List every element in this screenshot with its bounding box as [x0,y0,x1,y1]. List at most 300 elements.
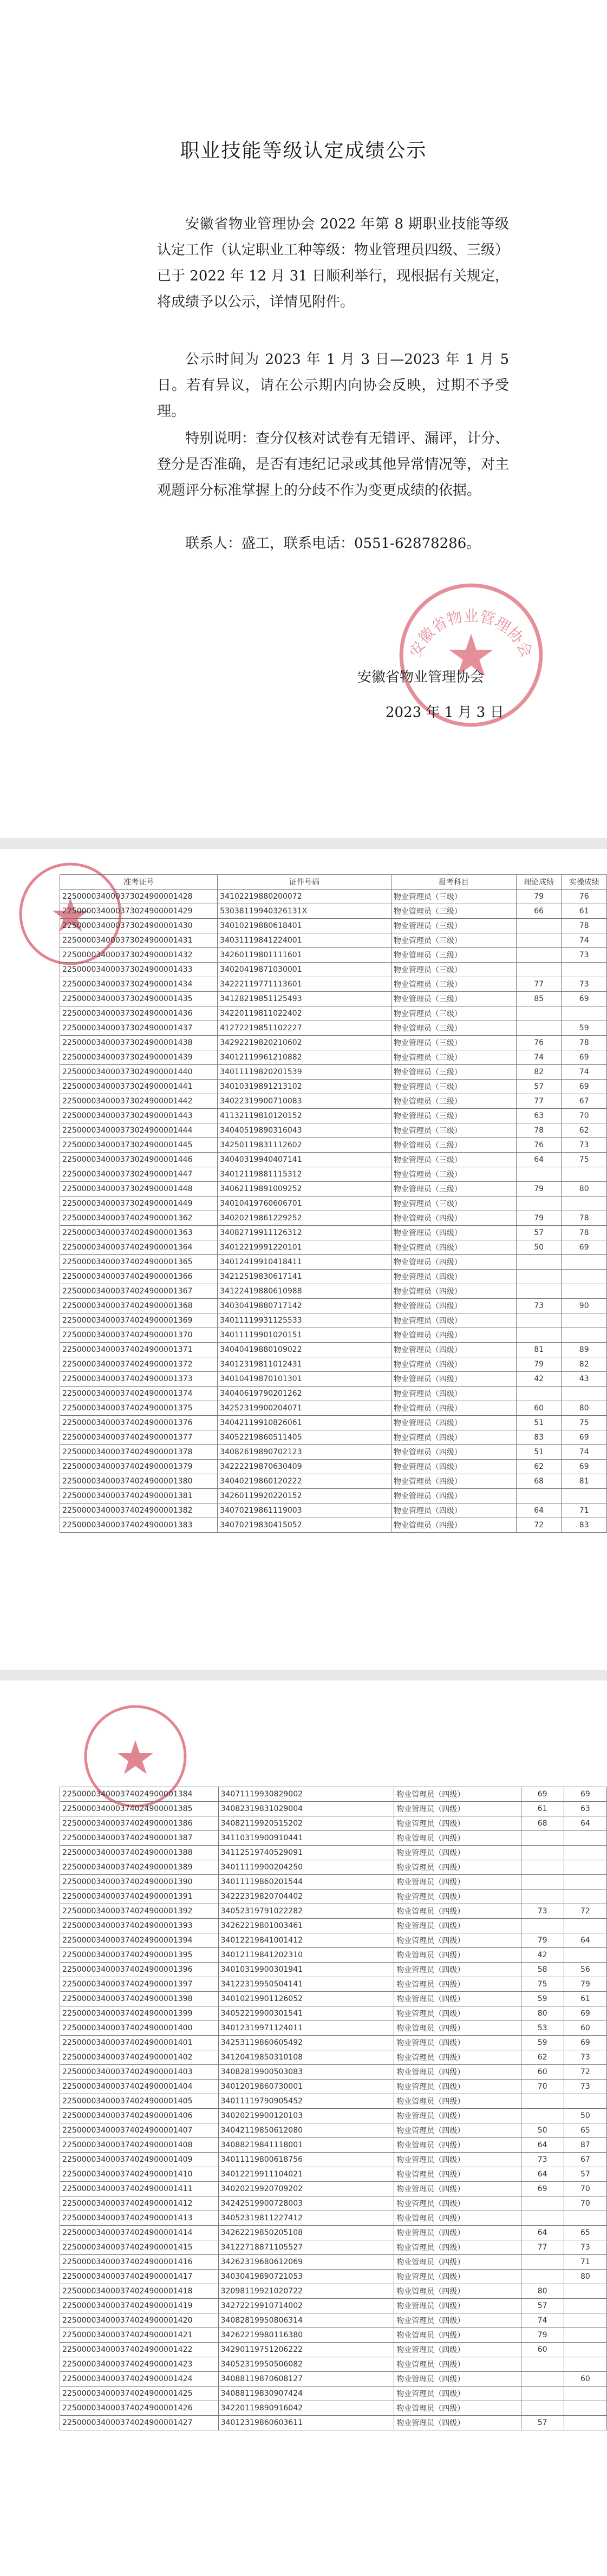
theory-score-cell: 70 [521,2080,564,2094]
theory-score-cell [516,963,562,977]
subject-cell: 物业管理员（四级） [394,1992,521,2006]
table-row [60,1313,607,1328]
table-row [60,1948,607,1963]
id-number-cell: 34082619890702123 [218,1445,391,1460]
practical-score-cell [564,2401,606,2416]
practical-score-cell: 75 [562,1153,607,1167]
table-row [60,2284,607,2299]
id-number-cell: 34030419880717142 [218,1299,391,1313]
practical-score-cell [564,1889,606,1904]
notice-paragraph-4: 联系人：盛工，联系电话：0551-62878286。 [185,535,481,552]
table-row [60,1153,607,1167]
exam-number-cell: 225000034000374024900001391 [60,1889,219,1904]
exam-number-cell: 225000034000374024900001375 [60,1401,218,1416]
theory-score-cell: 69 [521,1787,564,1802]
practical-score-cell: 78 [562,1226,607,1240]
exam-number-cell: 225000034000374024900001412 [60,2196,219,2211]
theory-score-cell [521,1889,564,1904]
practical-score-cell [564,2284,606,2299]
exam-number-cell: 225000034000374024900001382 [60,1503,218,1518]
theory-score-cell: 64 [516,1153,562,1167]
subject-cell: 物业管理员（三级） [391,977,516,992]
exam-number-cell: 225000034000374024900001404 [60,2080,219,2094]
exam-number-cell: 225000034000373024900001432 [60,948,218,963]
subject-cell: 物业管理员（四级） [394,2036,521,2050]
id-number-cell: 34042119850612080 [218,2123,394,2138]
practical-score-cell: 73 [562,977,607,992]
table-row [60,1445,607,1460]
theory-score-cell: 73 [521,2153,564,2167]
table-row [60,2050,607,2065]
id-number-cell: 34071119930829002 [218,1787,394,1802]
practical-score-cell [562,1284,607,1299]
exam-number-cell: 225000034000374024900001413 [60,2211,219,2226]
practical-score-cell: 75 [562,1416,607,1430]
id-number-cell: 34082819900503083 [218,2065,394,2080]
table-row [60,2226,607,2240]
subject-cell: 物业管理员（四级） [391,1445,516,1460]
id-number-cell: 34052319950506082 [218,2357,394,2372]
theory-score-cell: 42 [516,1372,562,1387]
table-row [60,1503,607,1518]
subject-cell: 物业管理员（三级） [391,1050,516,1065]
table-row [60,1357,607,1372]
exam-number-cell: 225000034000374024900001385 [60,1802,219,1816]
practical-score-cell: 80 [562,1401,607,1416]
exam-number-cell: 225000034000374024900001424 [60,2372,219,2387]
theory-score-cell: 77 [516,1094,562,1109]
id-number-cell: 34102219880200072 [218,890,391,904]
practical-score-cell: 74 [562,1065,607,1080]
id-number-cell: 34012319971124011 [218,2021,394,2036]
table-row [60,2021,607,2036]
exam-number-cell: 225000034000373024900001433 [60,963,218,977]
table-row [60,1474,607,1489]
table-row [60,1460,607,1474]
table-row [60,2357,607,2372]
theory-score-cell [521,1860,564,1875]
exam-number-cell: 225000034000374024900001390 [60,1875,219,1889]
theory-score-cell: 42 [521,1948,564,1963]
practical-score-cell: 73 [562,1138,607,1153]
theory-score-cell [516,1021,562,1036]
subject-cell: 物业管理员（四级） [391,1474,516,1489]
id-number-cell: 34052319791022282 [218,1904,394,1919]
exam-number-cell: 225000034000374024900001370 [60,1328,218,1343]
column-header: 证件号码 [218,875,391,890]
theory-score-cell [516,1328,562,1343]
exam-number-cell: 225000034000374024900001379 [60,1460,218,1474]
seal-text: 安徽省物业管理协会 [406,606,536,660]
exam-number-cell: 225000034000374024900001374 [60,1387,218,1401]
table-row [60,2109,607,2123]
theory-score-cell: 82 [516,1065,562,1080]
subject-cell: 物业管理员（三级） [391,1167,516,1182]
practical-score-cell [564,1919,606,1933]
id-number-cell: 34012219991220101 [218,1240,391,1255]
table-row [60,1299,607,1313]
notice-paragraph-1: 安徽省物业管理协会 2022 年第 8 期职业技能等级认定工作（认定职业工种等级：物业管理员四级、三级）已于 2022 年 12 月 31 日顺利举行，现根据有关规定，将成绩予以公示，详情见附件。 [157,216,510,310]
practical-score-cell: 60 [564,2021,606,2036]
practical-score-cell: 60 [564,2372,606,2387]
theory-score-cell: 68 [516,1474,562,1489]
subject-cell: 物业管理员（三级） [391,992,516,1006]
practical-score-cell [562,1255,607,1270]
practical-score-cell [562,1313,607,1328]
practical-score-cell: 61 [564,1992,606,2006]
table-row [60,1430,607,1445]
theory-score-cell [516,1006,562,1021]
table-header-row [60,875,607,890]
practical-score-cell: 80 [564,2270,606,2284]
practical-score-cell: 56 [564,1963,606,1977]
subject-cell: 物业管理员（四级） [391,1313,516,1328]
subject-cell: 物业管理员（三级） [391,919,516,933]
theory-score-cell [521,1919,564,1933]
subject-cell: 物业管理员（四级） [394,2094,521,2109]
theory-score-cell [521,2109,564,2123]
id-number-cell: 34040319940407141 [218,1153,391,1167]
exam-number-cell: 225000034000374024900001392 [60,1904,219,1919]
id-number-cell: 34070219861119003 [218,1503,391,1518]
id-number-cell: 34220119811022402 [218,1006,391,1021]
subject-cell: 物业管理员（三级） [391,1006,516,1021]
subject-cell: 物业管理员（四级） [394,2167,521,2182]
practical-score-cell: 59 [562,1021,607,1036]
table-row [60,1123,607,1138]
table-row [60,1065,607,1080]
exam-number-cell: 225000034000373024900001430 [60,919,218,933]
theory-score-cell: 64 [521,2167,564,2182]
exam-number-cell: 225000034000374024900001421 [60,2328,219,2343]
id-number-cell: 34040219860120222 [218,1474,391,1489]
table-row [60,1270,607,1284]
id-number-cell: 34262219850205108 [218,2226,394,2240]
id-number-cell: 34011119900204250 [218,1860,394,1875]
practical-score-cell: 74 [562,1445,607,1460]
subject-cell: 物业管理员（三级） [391,890,516,904]
id-number-cell: 41272219851102227 [218,1021,391,1036]
id-number-cell: 34120419850310108 [218,2050,394,2065]
id-number-cell: 34020219861229252 [218,1211,391,1226]
theory-score-cell: 73 [516,1299,562,1313]
id-number-cell: 34062119891009252 [218,1182,391,1197]
subject-cell: 物业管理员（四级） [394,1802,521,1816]
table-row [60,2080,607,2094]
theory-score-cell: 76 [516,1036,562,1050]
id-number-cell: 34040519890316043 [218,1123,391,1138]
theory-score-cell: 57 [521,2416,564,2430]
theory-score-cell: 58 [521,1963,564,1977]
subject-cell: 物业管理员（四级） [394,1948,521,1963]
table-row [60,1889,607,1904]
practical-score-cell [564,2094,606,2109]
theory-score-cell [521,1831,564,1846]
theory-score-cell: 60 [521,2343,564,2357]
table-row [60,1226,607,1240]
theory-score-cell: 57 [521,2299,564,2313]
theory-score-cell: 74 [521,2313,564,2328]
id-number-cell: 34082719911126312 [218,1226,391,1240]
notice-paragraph-2: 公示时间为 2023 年 1 月 3 日—2023 年 1 月 5 日。若有异议，请在公示期内向协会反映，过期不予受理。 [157,351,509,420]
theory-score-cell [521,1875,564,1889]
exam-number-cell: 225000034000374024900001364 [60,1240,218,1255]
exam-number-cell: 225000034000374024900001395 [60,1948,219,1963]
table-row [60,2036,607,2050]
practical-score-cell [564,1875,606,1889]
practical-score-cell [564,1948,606,1963]
exam-number-cell: 225000034000374024900001366 [60,1270,218,1284]
theory-score-cell: 64 [516,1503,562,1518]
practical-score-cell [564,1846,606,1860]
table-row [60,977,607,992]
subject-cell: 物业管理员（四级） [394,1889,521,1904]
id-number-cell: 34040419880109022 [218,1343,391,1357]
exam-number-cell: 225000034000373024900001449 [60,1197,218,1211]
exam-number-cell: 225000034000373024900001448 [60,1182,218,1197]
exam-number-cell: 225000034000374024900001389 [60,1860,219,1875]
practical-score-cell [564,2211,606,2226]
id-number-cell: 34262219801003461 [218,1919,394,1933]
exam-number-cell: 225000034000374024900001384 [60,1787,219,1802]
table-row [60,1904,607,1919]
exam-number-cell: 225000034000374024900001362 [60,1211,218,1226]
id-number-cell: 34220119890916042 [218,2401,394,2416]
practical-score-cell [564,2299,606,2313]
id-number-cell: 34010319900301941 [218,1963,394,1977]
table-row [60,2372,607,2387]
subject-cell: 物业管理员（四级） [394,2123,521,2138]
exam-number-cell: 225000034000373024900001444 [60,1123,218,1138]
practical-score-cell [564,2343,606,2357]
subject-cell: 物业管理员（四级） [394,1787,521,1802]
theory-score-cell [516,1489,562,1503]
table-row [60,1831,607,1846]
exam-number-cell: 225000034000374024900001419 [60,2299,219,2313]
table-row [60,2123,607,2138]
table-row [60,963,607,977]
exam-number-cell: 225000034000374024900001367 [60,1284,218,1299]
table-row [60,1816,607,1831]
exam-number-cell: 225000034000374024900001371 [60,1343,218,1357]
exam-number-cell: 225000034000374024900001378 [60,1445,218,1460]
table-row [60,2255,607,2270]
practical-score-cell: 69 [562,1240,607,1255]
practical-score-cell: 87 [564,2138,606,2153]
practical-score-cell [562,1387,607,1401]
table-row [60,1036,607,1050]
table-row [60,933,607,948]
exam-number-cell: 225000034000373024900001443 [60,1109,218,1123]
id-number-cell: 34011119820201539 [218,1065,391,1080]
practical-score-cell: 64 [564,1816,606,1831]
practical-score-cell: 62 [562,1123,607,1138]
exam-number-cell: 225000034000374024900001409 [60,2153,219,2167]
exam-number-cell: 225000034000373024900001428 [60,890,218,904]
id-number-cell: 34042119910826061 [218,1416,391,1430]
table-row [60,1109,607,1123]
id-number-cell: 34010219901126052 [218,1992,394,2006]
theory-score-cell [516,1167,562,1182]
exam-number-cell: 225000034000373024900001436 [60,1006,218,1021]
subject-cell: 物业管理员（四级） [394,2182,521,2196]
subject-cell: 物业管理员（四级） [394,1963,521,1977]
theory-score-cell: 83 [516,1430,562,1445]
id-number-cell: 34222219870630409 [218,1460,391,1474]
subject-cell: 物业管理员（三级） [391,1123,516,1138]
subject-cell: 物业管理员（四级） [394,2357,521,2372]
practical-score-cell: 78 [562,1036,607,1050]
practical-score-cell: 61 [562,904,607,919]
id-number-cell: 34212519830617141 [218,1270,391,1284]
results-table-2 [60,1787,607,2430]
exam-number-cell: 225000034000374024900001426 [60,2401,219,2416]
id-number-cell: 34112519740529091 [218,1846,394,1860]
table-row [60,1197,607,1211]
theory-score-cell: 79 [521,2328,564,2343]
exam-number-cell: 225000034000374024900001373 [60,1372,218,1387]
subject-cell: 物业管理员（四级） [394,2050,521,2065]
subject-cell: 物业管理员（三级） [391,1153,516,1167]
theory-score-cell: 64 [521,2226,564,2240]
exam-number-cell: 225000034000374024900001369 [60,1313,218,1328]
subject-cell: 物业管理员（四级） [391,1387,516,1401]
exam-number-cell: 225000034000374024900001380 [60,1474,218,1489]
table-row [60,1518,607,1533]
theory-score-cell: 62 [516,1460,562,1474]
theory-score-cell: 79 [516,1357,562,1372]
exam-number-cell: 225000034000374024900001414 [60,2226,219,2240]
exam-number-cell: 225000034000374024900001427 [60,2416,219,2430]
subject-cell: 物业管理员（四级） [394,1831,521,1846]
practical-score-cell: 69 [562,992,607,1006]
column-header: 报考科目 [391,875,516,890]
theory-score-cell: 60 [521,2065,564,2080]
theory-score-cell [521,2211,564,2226]
subject-cell: 物业管理员（四级） [394,2240,521,2255]
subject-cell: 物业管理员（四级） [394,2372,521,2387]
subject-cell: 物业管理员（四级） [394,2313,521,2328]
subject-cell: 物业管理员（四级） [394,2138,521,2153]
practical-score-cell: 73 [564,2050,606,2065]
theory-score-cell: 59 [521,2036,564,2050]
theory-score-cell [516,933,562,948]
practical-score-cell: 50 [564,2109,606,2123]
practical-score-cell: 57 [564,2167,606,2182]
practical-score-cell [562,1167,607,1182]
signature-date: 2023 年 1 月 3 日 [386,704,504,721]
practical-score-cell: 69 [562,1460,607,1474]
theory-score-cell [521,2196,564,2211]
exam-number-cell: 225000034000373024900001447 [60,1167,218,1182]
theory-score-cell [521,2357,564,2372]
subject-cell: 物业管理员（四级） [394,2065,521,2080]
practical-score-cell: 69 [562,1430,607,1445]
theory-score-cell [521,2270,564,2284]
theory-score-cell [516,1270,562,1284]
theory-score-cell: 79 [516,1182,562,1197]
theory-score-cell: 50 [516,1240,562,1255]
id-number-cell: 34122718871105527 [218,2240,394,2255]
exam-number-cell: 225000034000374024900001403 [60,2065,219,2080]
subject-cell: 物业管理员（三级） [391,904,516,919]
subject-cell: 物业管理员（四级） [391,1430,516,1445]
id-number-cell: 34292219820210602 [218,1036,391,1050]
exam-number-cell: 225000034000373024900001431 [60,933,218,948]
exam-number-cell: 225000034000374024900001394 [60,1933,219,1948]
table-row [60,1489,607,1503]
subject-cell: 物业管理员（四级） [394,1904,521,1919]
table-row [60,2240,607,2255]
practical-score-cell [562,1270,607,1284]
theory-score-cell: 51 [516,1416,562,1430]
id-number-cell: 34088119870608127 [218,2372,394,2387]
subject-cell: 物业管理员（四级） [394,2080,521,2094]
notice-page [0,0,607,838]
theory-score-cell: 50 [521,2123,564,2138]
subject-cell: 物业管理员（四级） [391,1284,516,1299]
id-number-cell: 34290119751206222 [218,2343,394,2357]
id-number-cell: 34012019860730001 [218,2080,394,2094]
subject-cell: 物业管理员（四级） [391,1328,516,1343]
table-row [60,2094,607,2109]
id-number-cell: 34253119860605492 [218,2036,394,2050]
id-number-cell: 34011119860201544 [218,1875,394,1889]
subject-cell: 物业管理员（四级） [394,1919,521,1933]
exam-number-cell: 225000034000373024900001442 [60,1094,218,1109]
exam-number-cell: 225000034000373024900001429 [60,904,218,919]
id-number-cell: 34122319950504141 [218,1977,394,1992]
theory-score-cell: 59 [521,1992,564,2006]
theory-score-cell [521,2094,564,2109]
theory-score-cell: 80 [521,2284,564,2299]
table-row [60,1094,607,1109]
theory-score-cell: 81 [516,1343,562,1357]
subject-cell: 物业管理员（四级） [391,1503,516,1518]
theory-score-cell: 53 [521,2021,564,2036]
table-row [60,1387,607,1401]
practical-score-cell: 69 [564,1787,606,1802]
practical-score-cell [562,1006,607,1021]
subject-cell: 物业管理员（四级） [394,1846,521,1860]
exam-number-cell: 225000034000374024900001398 [60,1992,219,2006]
subject-cell: 物业管理员（四级） [394,2387,521,2401]
exam-number-cell: 225000034000374024900001402 [60,2050,219,2065]
table-row [60,1255,607,1270]
subject-cell: 物业管理员（四级） [391,1343,516,1357]
subject-cell: 物业管理员（四级） [394,2328,521,2343]
subject-cell: 物业管理员（四级） [394,1860,521,1875]
theory-score-cell: 57 [516,1226,562,1240]
table-row [60,2401,607,2416]
id-number-cell: 32098119921020722 [218,2284,394,2299]
table-row [60,1401,607,1416]
theory-score-cell: 78 [516,1123,562,1138]
practical-score-cell [564,1831,606,1846]
practical-score-cell: 69 [562,1050,607,1065]
id-number-cell: 34260119920220152 [218,1489,391,1503]
table-row [60,1080,607,1094]
exam-number-cell: 225000034000374024900001377 [60,1430,218,1445]
subject-cell: 物业管理员（四级） [394,1977,521,1992]
subject-cell: 物业管理员（四级） [394,2299,521,2313]
practical-score-cell [562,1197,607,1211]
exam-number-cell: 225000034000373024900001438 [60,1036,218,1050]
practical-score-cell: 73 [562,948,607,963]
exam-number-cell: 225000034000374024900001400 [60,2021,219,2036]
signature-organization: 安徽省物业管理协会 [357,669,485,685]
subject-cell: 物业管理员（三级） [391,1080,516,1094]
